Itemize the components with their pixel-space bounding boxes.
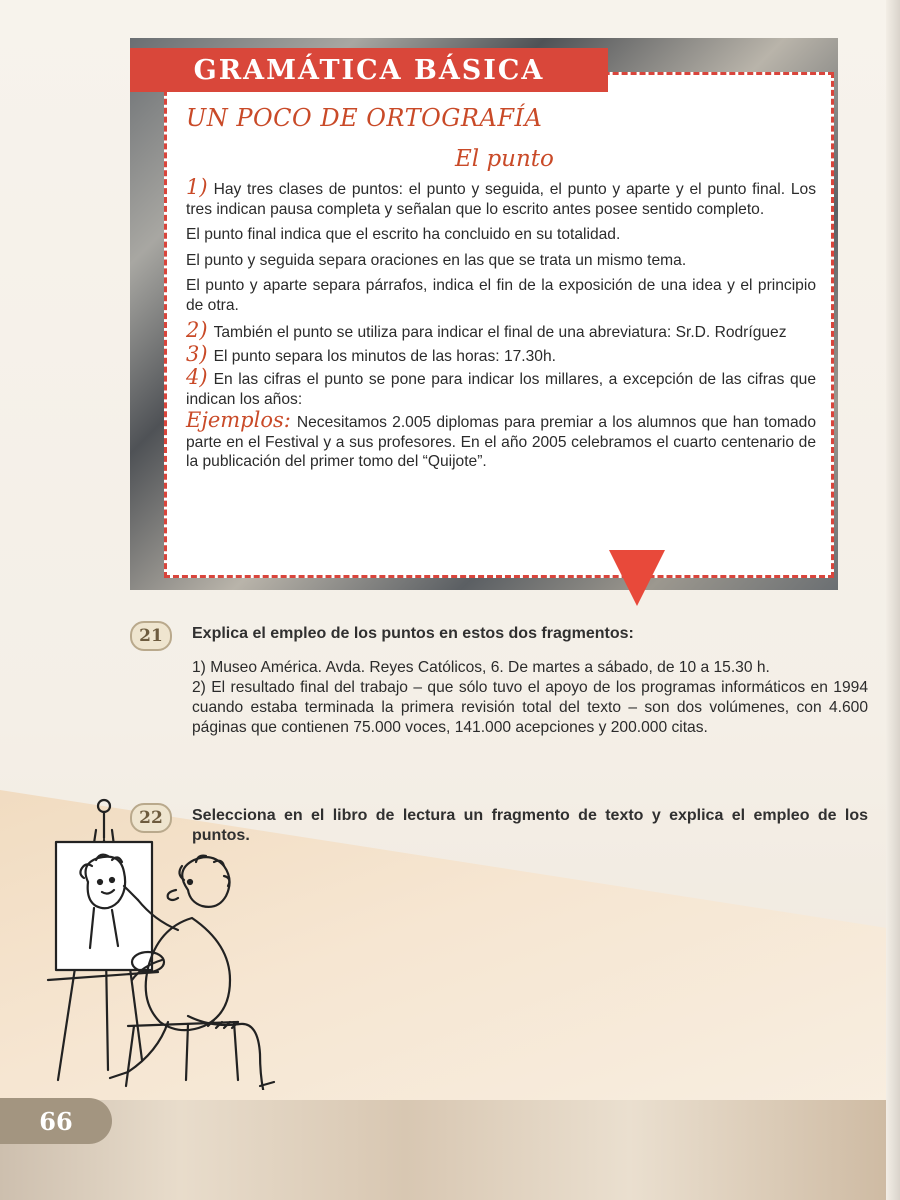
- grammar-text: [186, 175, 816, 478]
- page-edge-shadow: [886, 0, 900, 1200]
- rule-paragraph: [186, 225, 816, 245]
- item-text: También el punto se utiliza para indicar el final de una abreviatura: Sr.D. Rodríguez: [213, 324, 787, 341]
- subtitle: El punto: [455, 146, 554, 172]
- item-text: El punto final indica que el escrito ha concluido en su totalidad.: [186, 226, 621, 243]
- grammar-header-title: GRAMÁTICA BÁSICA: [193, 54, 545, 86]
- examples-text: Necesitamos 2.005 diplomas para premiar a los alumnos que han tomado parte en el Festival y a sus profesores. En el año 2005 celebramos el cuarto centenario de la publicación del primer tomo del “Quijote”.: [186, 414, 816, 470]
- item-text: El punto y seguida separa oraciones en las que se trata un mismo tema.: [186, 251, 687, 269]
- bottom-decoration: [0, 1100, 900, 1200]
- item-number: 3): [186, 341, 208, 366]
- exercise-21-question: Explica el empleo de los puntos en estos dos fragmentos:: [192, 625, 634, 642]
- item-number: 2): [186, 318, 208, 342]
- page-number: 66: [39, 1106, 73, 1136]
- item-text: El punto y aparte separa párrafos, indica el fin de la exposición de una idea y el principio de otra.: [186, 277, 816, 314]
- exercise-22-question: Selecciona en el libro de lectura un fragmento de texto y explica el empleo de los puntos.: [192, 807, 868, 844]
- rule-paragraph: [186, 341, 816, 367]
- fragment-1: 1) Museo América. Avda. Reyes Católicos, 6. De martes a sábado, de 10 a 15.30 h.: [192, 659, 770, 676]
- painter-illustration: [38, 790, 278, 1090]
- grammar-header-bar: [130, 48, 608, 92]
- item-text: Hay tres clases de puntos: el punto y seguida, el punto y aparte y el punto final. Los tres indican pausa completa y señalan que lo escrito antes posee sentido completo.: [186, 181, 816, 218]
- rule-paragraph: [186, 276, 816, 315]
- exercise-number-badge: 22: [130, 803, 172, 833]
- item-number: 4): [186, 365, 208, 389]
- rule-paragraph: [186, 365, 816, 409]
- exercise-21-fragments: [192, 658, 868, 738]
- exercise-number-badge: 21: [130, 621, 172, 651]
- item-text: El punto separa los minutos de las horas: 17.30h.: [213, 347, 556, 365]
- rule-paragraph: [186, 318, 816, 343]
- item-text: En las cifras el punto se pone para indicar los millares, a excepción de las cifras que indican los años:: [186, 371, 816, 408]
- examples-paragraph: [186, 408, 816, 472]
- rule-paragraph: [186, 251, 816, 271]
- fragment-2: 2) El resultado final del trabajo – que sólo tuvo el apoyo de los programas informáticos en 1994 cuando estaba terminada la primera revisión total del texto – son dos volúmenes, con 4.600 páginas que contienen 75.000 voces, 141.000 acepciones y 200.000 citas.: [192, 679, 868, 736]
- examples-label: Ejemplos:: [186, 408, 291, 432]
- down-arrow-icon: [609, 550, 665, 606]
- item-number: 1): [186, 175, 208, 199]
- rule-paragraph: [186, 175, 816, 219]
- section-title: UN POCO DE ORTOGRAFÍA: [186, 104, 543, 132]
- page-number-badge: [0, 1098, 112, 1144]
